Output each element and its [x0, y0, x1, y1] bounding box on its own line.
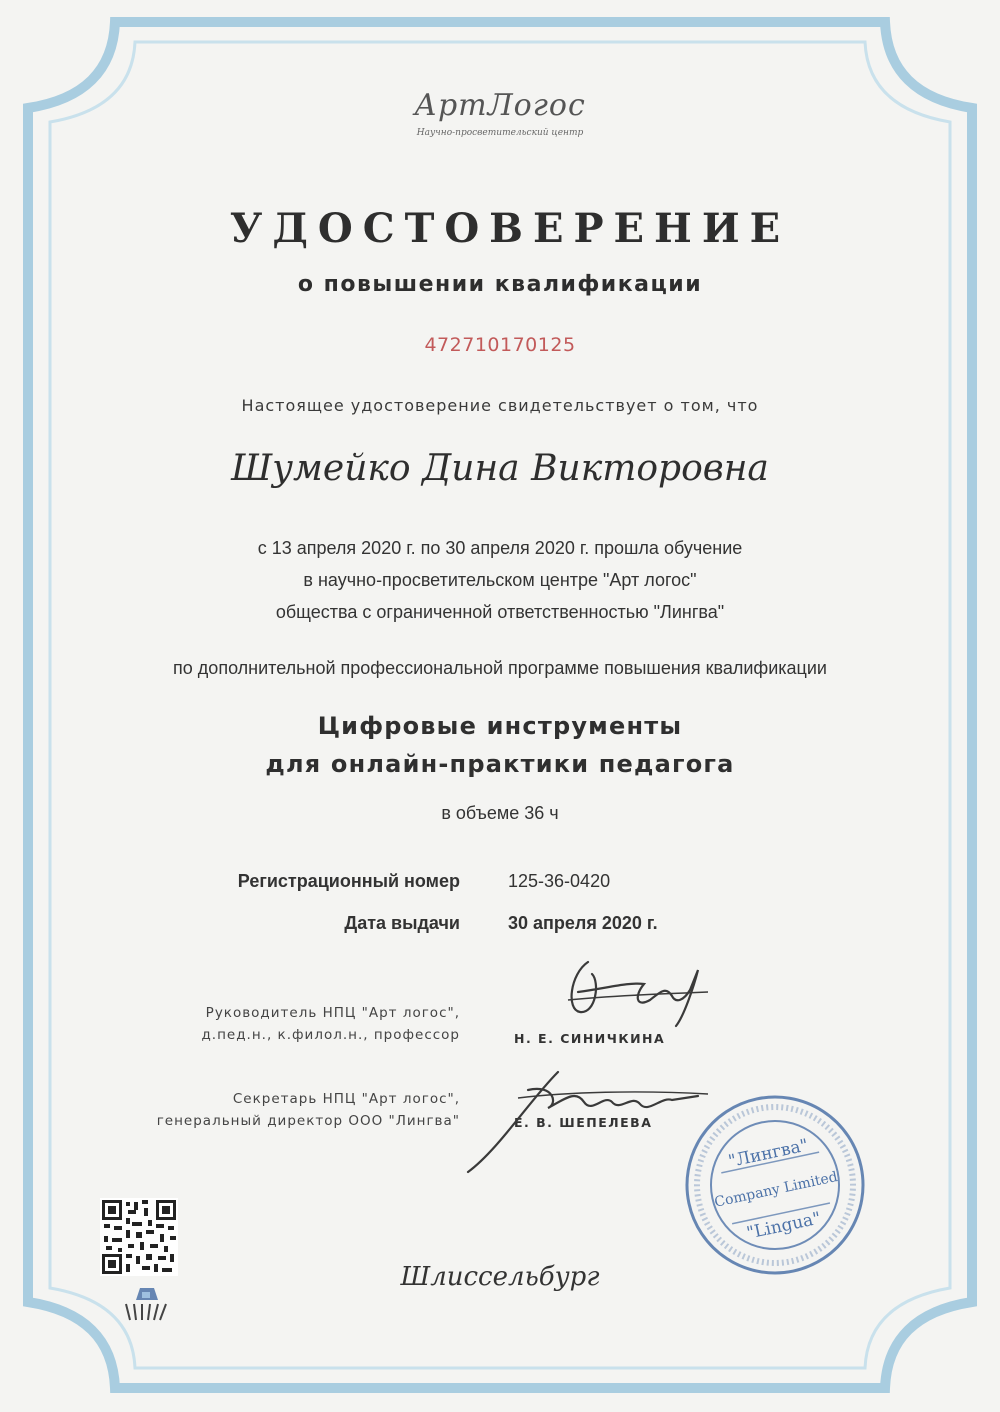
program-title-line-1: Цифровые инструменты	[317, 712, 683, 740]
intro-text: Настоящее удостоверение свидетельствует о том, что	[241, 396, 759, 415]
signature-1-icon	[548, 952, 718, 1032]
signatory-2-role-line: генеральный директор ООО "Лингва"	[156, 1113, 460, 1129]
issue-date-label: Дата выдачи	[344, 913, 460, 933]
document-title: УДОСТОВЕРЕНИЕ	[229, 205, 791, 252]
program-title-line-2: для онлайн-практики педагога	[265, 750, 735, 778]
document-subtitle: о повышении квалификации	[297, 272, 703, 297]
stamp-line-2: Company Limited	[712, 1169, 840, 1211]
logo-name: АртЛогос	[414, 88, 586, 123]
issue-date-value: 30 апреля 2020 г.	[508, 913, 658, 933]
company-stamp-icon	[680, 1090, 870, 1280]
signatory-2-role-line: Секретарь НПЦ "Арт логос",	[232, 1091, 460, 1107]
signatory-1-role-line: Руководитель НПЦ "Арт логос",	[205, 1005, 460, 1021]
serial-number: 472710170125	[424, 334, 576, 356]
reg-number-value: 125-36-0420	[508, 871, 611, 891]
signatory-2-name: Е. В. ШЕПЕЛЕВА	[514, 1115, 653, 1130]
signature-2-icon	[458, 1060, 718, 1180]
stamp-line-1: "Лингва"	[726, 1135, 811, 1172]
program-volume: в объеме 36 ч	[441, 803, 559, 823]
city-name: Шлиссельбург	[400, 1262, 600, 1292]
training-organization: общества с ограниченной ответственностью "Лингва"	[275, 602, 725, 622]
signatory-1-role-line: д.пед.н., к.филол.н., профессор	[201, 1027, 460, 1043]
stamp-line-3: "Lingua"	[744, 1208, 823, 1244]
person-name: Шумейко Дина Викторовна	[231, 448, 769, 489]
signatory-2-role	[157, 1088, 460, 1132]
training-period: с 13 апреля 2020 г. по 30 апреля 2020 г. прошла обучение	[257, 538, 743, 558]
program-type: по дополнительной профессиональной программе повышения квалификации	[173, 658, 827, 678]
training-center: в научно-просветительском центре "Арт логос"	[303, 570, 697, 590]
reg-number-label: Регистрационный номер	[237, 871, 460, 891]
signatory-1-role	[201, 1002, 460, 1046]
signatory-1-name: Н. Е. СИНИЧКИНА	[514, 1031, 666, 1046]
logo-subtitle: Научно-просветительский центр	[416, 128, 584, 138]
